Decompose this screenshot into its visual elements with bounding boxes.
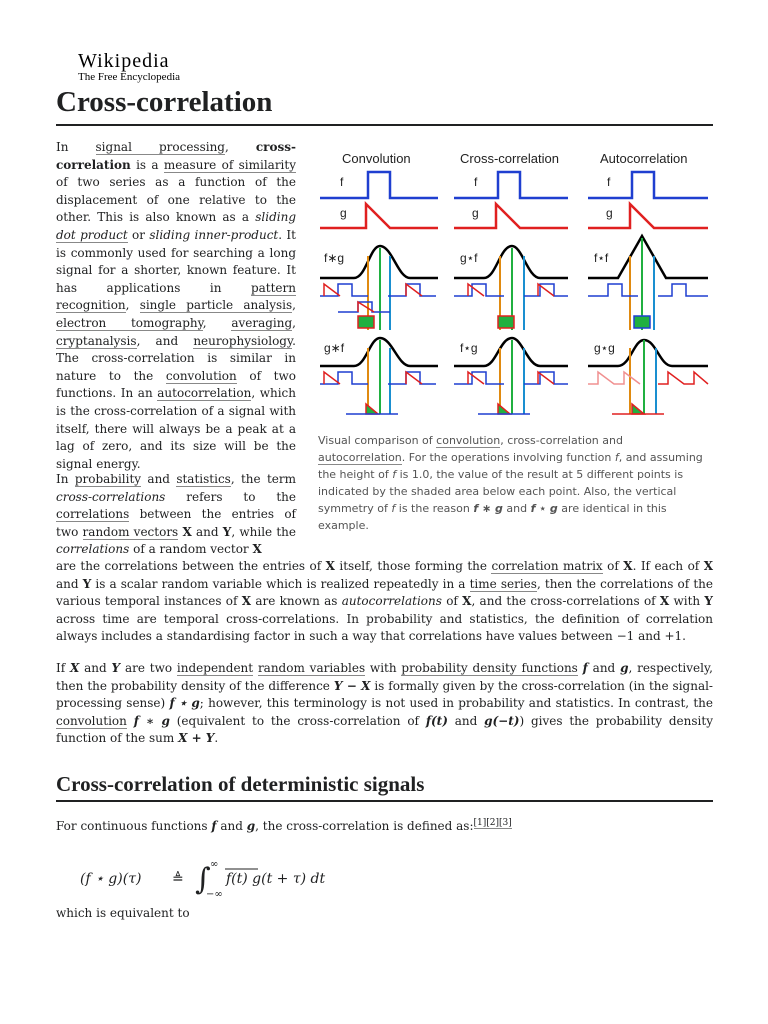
link-time-series[interactable]: time series (469, 576, 537, 591)
c1-g-ramp (320, 204, 438, 228)
link-correlation-matrix[interactable]: correlation matrix (491, 559, 603, 573)
c1-f-label: f (340, 175, 344, 189)
link-probability[interactable]: probability (74, 472, 142, 486)
caption-link-convolution[interactable]: convolution (436, 434, 501, 447)
link-single-particle-analysis[interactable]: single particle analysis (139, 298, 293, 313)
col-cross-correlation-label: Cross-correlation (460, 151, 559, 166)
link-autocorrelation[interactable]: autocorrelation (157, 386, 252, 401)
svg-text:∫: ∫ (195, 862, 211, 897)
definition-paragraph: For continuous functions f and g, the cross-correlation is defined as:[1][2][3] (56, 818, 512, 833)
link-cryptanalysis[interactable]: cryptanalysis (56, 333, 137, 348)
link-electron-tomography[interactable]: electron tomography (56, 315, 203, 330)
comparison-diagram (318, 138, 713, 428)
r2-mini-plots (320, 372, 708, 414)
link-measure-of-similarity[interactable]: measure of similarity (163, 157, 296, 172)
link-dot-product[interactable]: dot product (56, 227, 128, 242)
logo-wordmark: Wikipedia (78, 50, 170, 72)
c3-f-pulse (588, 172, 708, 198)
page-title: Cross-correlation (56, 82, 713, 126)
link-random-variables[interactable]: random variables (257, 661, 366, 675)
independence-paragraph: If X and Y are two independent random variables with probability density functions f and g, respectively, then the probability density of the difference Y − X is formally given by the cross-correlation (in the signal-processing sense) f ⋆ g; however, this terminology is not used in probability and statistics. In contrast, the convolution f ∗ g (equivalent to the cross-correlation of f(t) and g(−t)) gives the probability density function of the sum X + Y. (56, 661, 713, 746)
c2-f-pulse (454, 172, 568, 198)
r1c2-label: g⋆f (460, 251, 478, 265)
c1-g-label: g (340, 206, 347, 220)
wikipedia-logo[interactable] (78, 50, 180, 83)
link-neurophysiology[interactable]: neurophysiology (193, 333, 293, 348)
svg-text:∞: ∞ (210, 859, 219, 870)
r1c1-label: f∗g (324, 251, 345, 265)
logo-tagline: The Free Encyclopedia (78, 71, 181, 83)
col-convolution-label: Convolution (342, 151, 411, 166)
link-independent[interactable]: independent (176, 661, 254, 675)
figure-caption: Visual comparison of convolution, cross-correlation and autocorrelation. For the operations involving function f, and assuming the height of f is 1.0, the value of the result at 5 different points is indicated by the shaded area below each point. Also, the vertical symmetry of f is the reason f ∗ g and f ⋆ g are identical in this example. (318, 434, 703, 532)
link-averaging[interactable]: averaging (231, 315, 293, 330)
link-convolution-2[interactable]: convolution (56, 713, 127, 728)
svg-text:(f ⋆ g)(τ): (f ⋆ g)(τ) (80, 871, 142, 887)
c3-f-label: f (607, 175, 611, 189)
comparison-figure[interactable] (318, 138, 713, 534)
link-correlations[interactable]: correlations (56, 507, 130, 522)
svg-text:−∞: −∞ (206, 889, 223, 900)
r1c3-label: f⋆f (594, 251, 609, 265)
r2c1-label: g∗f (324, 341, 345, 355)
cross-correlation-formula (80, 857, 380, 905)
link-pattern-recognition[interactable]: pattern recognition (56, 280, 296, 313)
r1-mini-plots (320, 284, 708, 328)
r2c2-label: f⋆g (460, 341, 478, 355)
reference-links[interactable]: [1][2][3] (473, 818, 512, 828)
equivalent-text: which is equivalent to (56, 906, 190, 920)
lead-paragraph: In signal processing, cross-correlation is a measure of similarity of two series as a function of the displacement of one relative to the other. This is also known as a sliding dot product or sliding inner-product. It is commonly used for searching a long signal for a shorter, known feature. It has applications in pattern recognition, single particle analysis, electron tomography, averaging, cryptanalysis, and neurophysiology. The cross-correlation is similar in nature to the convolution of two functions. In an autocorrelation, which is the cross-correlation of a signal with itself, there will always be a peak at a lag of zero, and its size will be the signal energy. (56, 140, 296, 471)
probability-paragraph-start: In probability and statistics, the term cross-correlations refers to the correlations between the entries of two random vectors X and Y, while the correlations of a random vector X (56, 472, 297, 557)
c1-f-pulse (320, 172, 438, 198)
svg-text:≜: ≜ (172, 871, 184, 887)
link-probability-density-functions[interactable]: probability density functions (401, 661, 578, 675)
link-random-vectors[interactable]: random vectors (82, 524, 179, 539)
c2-f-label: f (474, 175, 478, 189)
section-heading-deterministic: Cross-correlation of deterministic signals (56, 770, 713, 802)
link-convolution[interactable]: convolution (165, 368, 237, 383)
svg-text:f(t) g(t + τ) dt: f(t) g(t + τ) dt (226, 871, 326, 887)
link-statistics[interactable]: statistics (176, 472, 231, 486)
col-autocorrelation-label: Autocorrelation (600, 151, 688, 166)
c2-g-label: g (472, 206, 479, 220)
c3-g-label: g (606, 206, 613, 220)
caption-link-autocorrelation[interactable]: autocorrelation (318, 451, 402, 464)
link-signal-processing[interactable]: signal processing (95, 140, 225, 154)
probability-paragraph-cont: are the correlations between the entries of X itself, those forming the correlation matrix of X. If each of X and Y is a scalar random variable which is realized repeatedly in a time series, then the correlations of the various temporal instances of X are known as autocorrelations of X, and the cross-correlations of X with Y across time are temporal cross-correlations. In probability and statistics, the definition of correlation always includes a standardising factor in such a way that correlations have values between −1 and +1. (56, 559, 713, 644)
formula-svg (80, 857, 380, 901)
r2c3-label: g⋆g (594, 341, 615, 355)
